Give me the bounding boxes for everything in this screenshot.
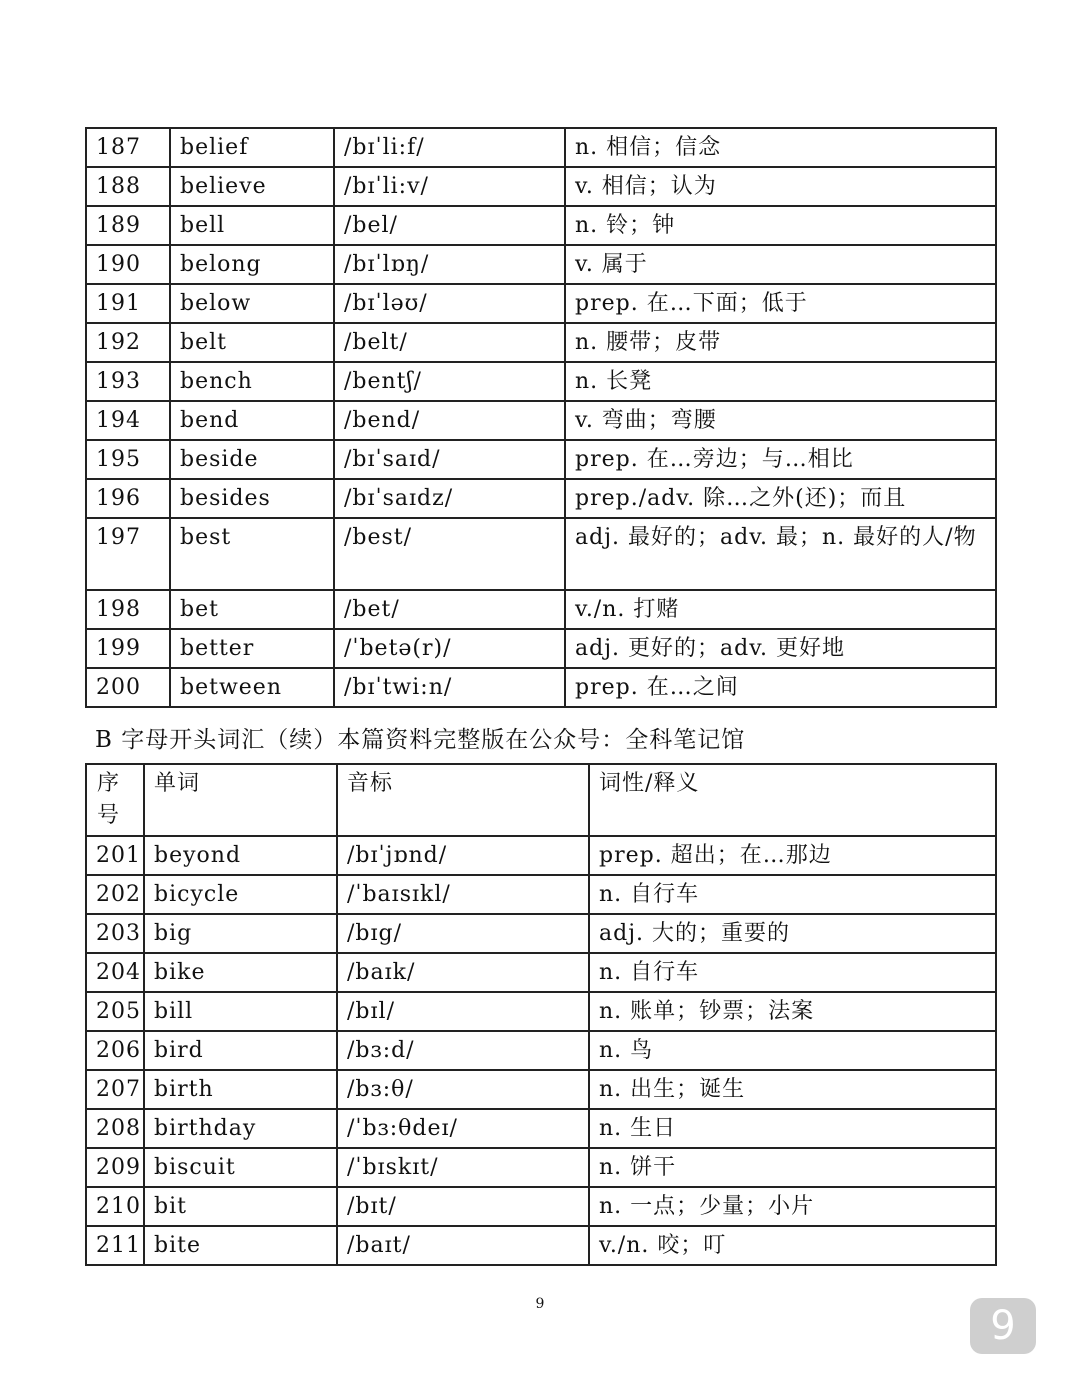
row-word: bill [144, 992, 337, 1031]
row-word: better [170, 629, 334, 668]
row-meaning: prep. 超出；在…那边 [589, 836, 996, 875]
row-meaning: v. 相信；认为 [565, 167, 996, 206]
row-number: 190 [86, 245, 170, 284]
row-word: beside [170, 440, 334, 479]
row-word: best [170, 518, 334, 590]
row-meaning: n. 自行车 [589, 875, 996, 914]
table-row [86, 440, 996, 479]
row-word: besides [170, 479, 334, 518]
row-number: 209 [86, 1148, 144, 1187]
row-phonetic: /ˈbɪskɪt/ [337, 1148, 589, 1187]
row-phonetic: /bɪg/ [337, 914, 589, 953]
row-meaning: adj. 更好的；adv. 更好地 [565, 629, 996, 668]
row-number: 211 [86, 1226, 144, 1265]
row-phonetic: /bɪˈlɒŋ/ [334, 245, 565, 284]
row-number: 206 [86, 1031, 144, 1070]
table-row [86, 992, 996, 1031]
row-phonetic: /bɪˈsaɪdz/ [334, 479, 565, 518]
table-row [86, 284, 996, 323]
row-word: bit [144, 1187, 337, 1226]
vocab-table-2 [85, 763, 997, 1266]
vocab-table-1-body [86, 128, 996, 707]
row-meaning: prep. 在…之间 [565, 668, 996, 707]
table-row [86, 1187, 996, 1226]
row-number: 205 [86, 992, 144, 1031]
row-word: bend [170, 401, 334, 440]
header-meaning: 词性/释义 [589, 764, 996, 836]
row-meaning: v. 弯曲；弯腰 [565, 401, 996, 440]
row-phonetic: /baɪt/ [337, 1226, 589, 1265]
row-meaning: v./n. 咬；叮 [589, 1226, 996, 1265]
row-phonetic: /bet/ [334, 590, 565, 629]
header-word: 单词 [144, 764, 337, 836]
table-row [86, 1226, 996, 1265]
row-number: 196 [86, 479, 170, 518]
table-row [86, 875, 996, 914]
row-word: bite [144, 1226, 337, 1265]
page-badge: 9 [970, 1298, 1036, 1354]
row-meaning: n. 饼干 [589, 1148, 996, 1187]
page-number: 9 [535, 1296, 545, 1312]
row-meaning: n. 一点；少量；小片 [589, 1187, 996, 1226]
row-phonetic: /baɪk/ [337, 953, 589, 992]
row-word: bell [170, 206, 334, 245]
row-number: 199 [86, 629, 170, 668]
row-word: bird [144, 1031, 337, 1070]
row-number: 200 [86, 668, 170, 707]
row-word: below [170, 284, 334, 323]
table-row [86, 167, 996, 206]
row-phonetic: /ˈbaɪsɪkl/ [337, 875, 589, 914]
table-header-row [86, 764, 996, 836]
row-number: 197 [86, 518, 170, 590]
row-number: 202 [86, 875, 144, 914]
row-phonetic: /bɜ:θ/ [337, 1070, 589, 1109]
table-row [86, 953, 996, 992]
row-meaning: adj. 最好的；adv. 最；n. 最好的人/物 [565, 518, 996, 590]
row-word: believe [170, 167, 334, 206]
row-meaning: n. 出生；诞生 [589, 1070, 996, 1109]
table-row [86, 668, 996, 707]
row-meaning: n. 相信；信念 [565, 128, 996, 167]
header-phonetic: 音标 [337, 764, 589, 836]
row-phonetic: /bɜ:d/ [337, 1031, 589, 1070]
table-row [86, 1109, 996, 1148]
vocab-table-1 [85, 127, 997, 708]
row-phonetic: /ˈbetə(r)/ [334, 629, 565, 668]
row-word: bicycle [144, 875, 337, 914]
table-row [86, 245, 996, 284]
row-meaning: v./n. 打赌 [565, 590, 996, 629]
row-number: 195 [86, 440, 170, 479]
table-row [86, 401, 996, 440]
table-row [86, 1031, 996, 1070]
row-word: between [170, 668, 334, 707]
row-phonetic: /bɪl/ [337, 992, 589, 1031]
section-title: B 字母开头词汇（续）本篇资料完整版在公众号：全科笔记馆 [95, 727, 746, 753]
row-meaning: n. 长凳 [565, 362, 996, 401]
table-row [86, 206, 996, 245]
header-number: 序号 [86, 764, 144, 836]
row-number: 198 [86, 590, 170, 629]
row-meaning: n. 生日 [589, 1109, 996, 1148]
row-phonetic: /bel/ [334, 206, 565, 245]
table-row [86, 128, 996, 167]
row-word: bet [170, 590, 334, 629]
table-row [86, 479, 996, 518]
table-row [86, 362, 996, 401]
table-row [86, 590, 996, 629]
row-word: bike [144, 953, 337, 992]
row-meaning: prep. 在…旁边；与…相比 [565, 440, 996, 479]
row-number: 201 [86, 836, 144, 875]
row-phonetic: /belt/ [334, 323, 565, 362]
row-word: belief [170, 128, 334, 167]
row-meaning: prep./adv. 除…之外(还)；而且 [565, 479, 996, 518]
row-number: 191 [86, 284, 170, 323]
row-meaning: prep. 在…下面；低于 [565, 284, 996, 323]
row-number: 208 [86, 1109, 144, 1148]
row-word: birth [144, 1070, 337, 1109]
table-row [86, 1070, 996, 1109]
table-row [86, 629, 996, 668]
row-meaning: n. 鸟 [589, 1031, 996, 1070]
row-phonetic: /bɪˈsaɪd/ [334, 440, 565, 479]
row-meaning: n. 账单；钞票；法案 [589, 992, 996, 1031]
row-phonetic: /bentʃ/ [334, 362, 565, 401]
row-number: 210 [86, 1187, 144, 1226]
row-word: biscuit [144, 1148, 337, 1187]
row-meaning: adj. 大的；重要的 [589, 914, 996, 953]
row-word: big [144, 914, 337, 953]
row-word: belt [170, 323, 334, 362]
row-word: belong [170, 245, 334, 284]
table-row [86, 518, 996, 590]
row-number: 188 [86, 167, 170, 206]
row-phonetic: /bɪˈtwi:n/ [334, 668, 565, 707]
table-row [86, 323, 996, 362]
row-meaning: n. 自行车 [589, 953, 996, 992]
row-phonetic: /bɪˈli:v/ [334, 167, 565, 206]
row-number: 204 [86, 953, 144, 992]
vocab-table-2-body [86, 836, 996, 1265]
table-row [86, 1148, 996, 1187]
row-word: bench [170, 362, 334, 401]
row-number: 203 [86, 914, 144, 953]
row-number: 207 [86, 1070, 144, 1109]
row-meaning: v. 属于 [565, 245, 996, 284]
row-meaning: n. 腰带；皮带 [565, 323, 996, 362]
row-number: 194 [86, 401, 170, 440]
table-row [86, 836, 996, 875]
row-word: beyond [144, 836, 337, 875]
row-number: 189 [86, 206, 170, 245]
row-number: 192 [86, 323, 170, 362]
row-phonetic: /bɪˈli:f/ [334, 128, 565, 167]
row-phonetic: /best/ [334, 518, 565, 590]
row-phonetic: /bɪt/ [337, 1187, 589, 1226]
row-word: birthday [144, 1109, 337, 1148]
row-meaning: n. 铃；钟 [565, 206, 996, 245]
row-phonetic: /bend/ [334, 401, 565, 440]
row-phonetic: /bɪˈjɒnd/ [337, 836, 589, 875]
row-number: 187 [86, 128, 170, 167]
table-row [86, 914, 996, 953]
row-phonetic: /ˈbɜ:θdeɪ/ [337, 1109, 589, 1148]
row-number: 193 [86, 362, 170, 401]
row-phonetic: /bɪˈləʊ/ [334, 284, 565, 323]
